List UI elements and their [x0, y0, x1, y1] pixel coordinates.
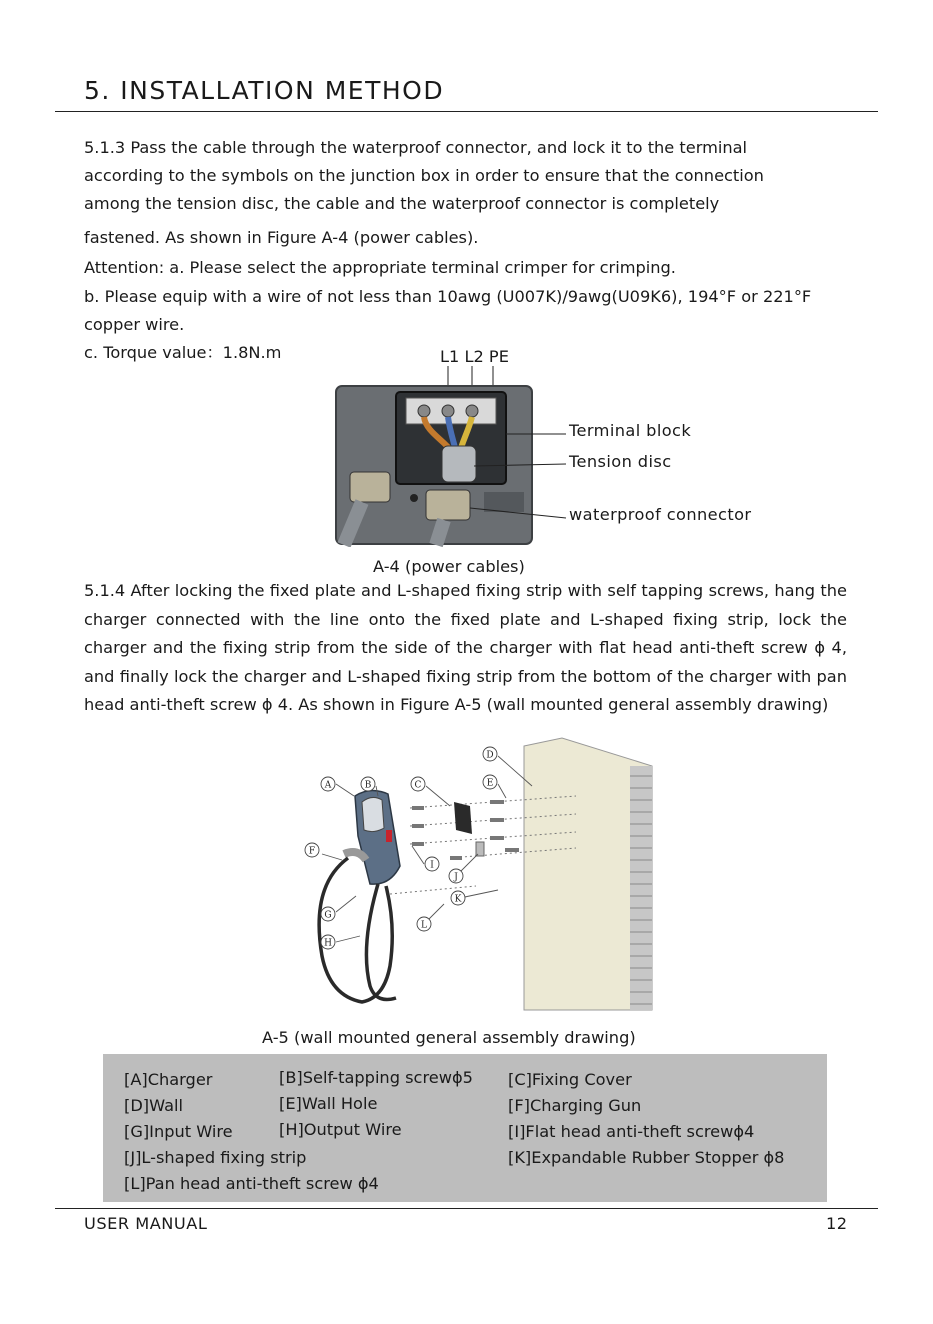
- legend-item-h: [H]Output Wire: [279, 1120, 402, 1139]
- legend-item-d: [D]Wall: [124, 1096, 183, 1115]
- section-513-line-2: according to the symbols on the junction box in order to ensure that the connection: [84, 166, 764, 185]
- legend-item-j: [J]L-shaped fixing strip: [124, 1148, 307, 1167]
- marker-f: F: [308, 846, 316, 857]
- marker-d: D: [486, 750, 494, 761]
- wire-spec-line: b. Please equip with a wire of not less than 10awg (U007K)/9awg(U09K6), 194°F or 221°F: [84, 287, 812, 306]
- marker-a: A: [324, 780, 332, 791]
- wall-assembly-drawing: [300, 736, 660, 1016]
- legend-item-l: [L]Pan head anti-theft screw ϕ4: [124, 1174, 379, 1193]
- legend-item-a: [A]Charger: [124, 1070, 213, 1089]
- legend-item-k: [K]Expandable Rubber Stopper ϕ8: [508, 1148, 785, 1167]
- marker-b: B: [364, 780, 372, 791]
- power-cables-photo: [334, 362, 574, 547]
- wire-spec-line-2: copper wire.: [84, 315, 185, 334]
- marker-i: I: [430, 860, 434, 871]
- figure-a4-caption: A-4 (power cables): [373, 557, 525, 576]
- footer-rule: [55, 1208, 878, 1209]
- marker-k: K: [454, 894, 462, 905]
- marker-e: E: [486, 778, 494, 789]
- legend-item-f: [F]Charging Gun: [508, 1096, 642, 1115]
- page-title: 5. INSTALLATION METHOD: [84, 76, 445, 105]
- page-number: 12: [826, 1214, 848, 1233]
- section-513-line-4: fastened. As shown in Figure A-4 (power cables).: [84, 228, 479, 247]
- callout-tension-disc: Tension disc: [569, 452, 672, 471]
- section-513-line-1: 5.1.3 Pass the cable through the waterproof connector, and lock it to the terminal: [84, 138, 748, 157]
- header-rule: [55, 111, 878, 112]
- torque-value-line: c. Torque value：1.8N.m: [84, 343, 282, 362]
- footer-title: USER MANUAL: [84, 1214, 208, 1233]
- legend-item-i: [I]Flat head anti-theft screwϕ4: [508, 1122, 755, 1141]
- terminal-labels: L1 L2 PE: [440, 347, 509, 366]
- marker-l: L: [421, 920, 427, 931]
- parts-legend: [103, 1054, 827, 1202]
- marker-c: C: [414, 780, 422, 791]
- marker-g: G: [324, 910, 332, 921]
- legend-item-c: [C]Fixing Cover: [508, 1070, 632, 1089]
- marker-h: H: [324, 938, 332, 949]
- figure-a5-caption: A-5 (wall mounted general assembly drawing): [262, 1028, 636, 1047]
- section-513-line-3: among the tension disc, the cable and the waterproof connector is completely: [84, 194, 720, 213]
- marker-j: J: [454, 872, 458, 883]
- attention-line: Attention: a. Please select the appropriate terminal crimper for crimping.: [84, 258, 676, 277]
- section-514-paragraph: 5.1.4 After locking the fixed plate and L-shaped fixing strip with self tapping screws, hang the charger connected with the line onto the fixed plate and L-shaped fixing strip, lock the charger and the fixing strip from the side of the charger with flat head anti-theft screw ϕ 4, and finally lock the charger and L-shaped fixing strip from the bottom of the charger with pan head anti-theft screw ϕ 4. As shown in Figure A-5 (wall mounted general assembly drawing): [84, 581, 847, 715]
- legend-item-b: [B]Self-tapping screwϕ5: [279, 1068, 473, 1087]
- legend-item-e: [E]Wall Hole: [279, 1094, 378, 1113]
- callout-waterproof-connector: waterproof connector: [569, 505, 752, 524]
- legend-item-g: [G]Input Wire: [124, 1122, 233, 1141]
- callout-terminal-block: Terminal block: [569, 421, 692, 440]
